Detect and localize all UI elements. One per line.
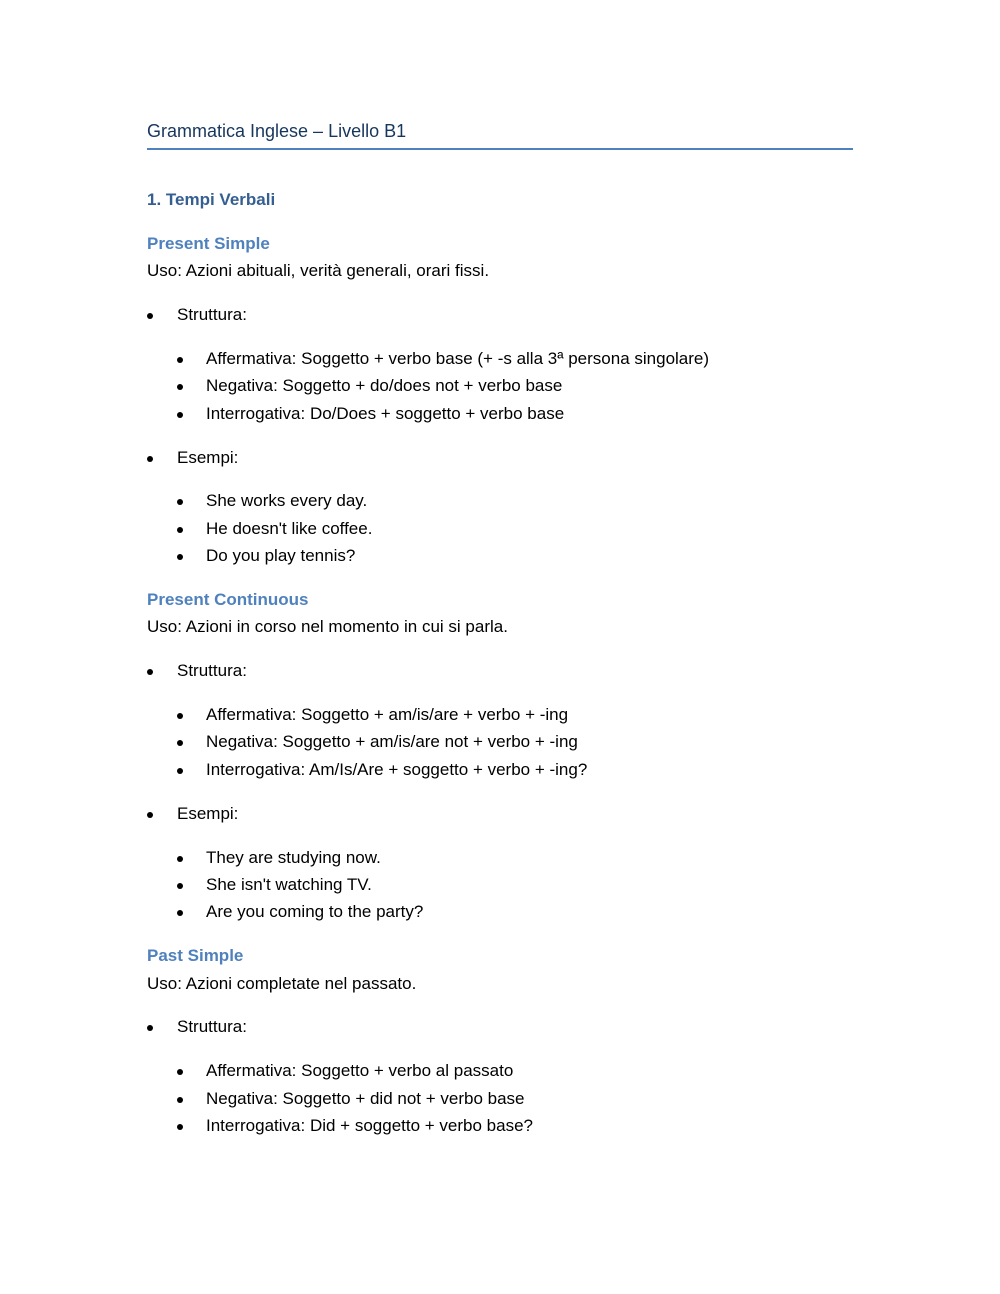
- tense-heading-past-simple: Past Simple: [147, 946, 244, 965]
- tense-heading-present-continuous: Present Continuous: [147, 590, 309, 609]
- document-title: Grammatica Inglese – Livello B1: [147, 118, 853, 150]
- bullet-icon: [177, 412, 185, 420]
- list-item: Affermativa: Soggetto + verbo base (+ -s alla 3ª persona singolare): [206, 349, 710, 368]
- bullet-icon: [177, 856, 185, 864]
- bullet-icon: [177, 768, 185, 776]
- tense-usage: Uso: Azioni in corso nel momento in cui si parla.: [147, 617, 508, 636]
- list-item: She isn't watching TV.: [206, 875, 372, 894]
- structure-label: Struttura:: [177, 1017, 247, 1036]
- list-item: He doesn't like coffee.: [206, 519, 373, 538]
- tense-usage: Uso: Azioni completate nel passato.: [147, 974, 417, 993]
- tense-heading-present-simple: Present Simple: [147, 234, 270, 253]
- bullet-icon: [177, 384, 185, 392]
- bullet-icon: [177, 1069, 185, 1077]
- list-item: Interrogativa: Do/Does + soggetto + verbo base: [206, 404, 565, 423]
- section-heading: 1. Tempi Verbali: [147, 190, 276, 209]
- list-item: Interrogativa: Did + soggetto + verbo base?: [206, 1116, 533, 1135]
- bullet-icon: [177, 740, 185, 748]
- examples-label: Esempi:: [177, 804, 239, 823]
- list-item: They are studying now.: [206, 848, 381, 867]
- bullet-icon: [147, 313, 155, 321]
- list-item: Negativa: Soggetto + do/does not + verbo base: [206, 376, 563, 395]
- tense-usage: Uso: Azioni abituali, verità generali, orari fissi.: [147, 261, 490, 280]
- examples-label: Esempi:: [177, 448, 239, 467]
- bullet-icon: [147, 669, 155, 677]
- bullet-icon: [177, 1124, 185, 1132]
- bullet-icon: [147, 1025, 155, 1033]
- bullet-icon: [177, 910, 185, 918]
- list-item: Affermativa: Soggetto + am/is/are + verbo + -ing: [206, 705, 569, 724]
- bullet-icon: [177, 713, 185, 721]
- bullet-icon: [177, 527, 185, 535]
- list-item: Affermativa: Soggetto + verbo al passato: [206, 1061, 514, 1080]
- list-item: Negativa: Soggetto + am/is/are not + verbo + -ing: [206, 732, 578, 751]
- list-item: Interrogativa: Am/Is/Are + soggetto + verbo + -ing?: [206, 760, 588, 779]
- structure-label: Struttura:: [177, 305, 247, 324]
- bullet-icon: [177, 554, 185, 562]
- list-item: Are you coming to the party?: [206, 902, 424, 921]
- bullet-icon: [147, 812, 155, 820]
- bullet-icon: [177, 883, 185, 891]
- bullet-icon: [147, 456, 155, 464]
- list-item: She works every day.: [206, 491, 368, 510]
- structure-label: Struttura:: [177, 661, 247, 680]
- bullet-icon: [177, 1097, 185, 1105]
- list-item: Do you play tennis?: [206, 546, 356, 565]
- bullet-icon: [177, 499, 185, 507]
- list-item: Negativa: Soggetto + did not + verbo base: [206, 1089, 525, 1108]
- bullet-icon: [177, 357, 185, 365]
